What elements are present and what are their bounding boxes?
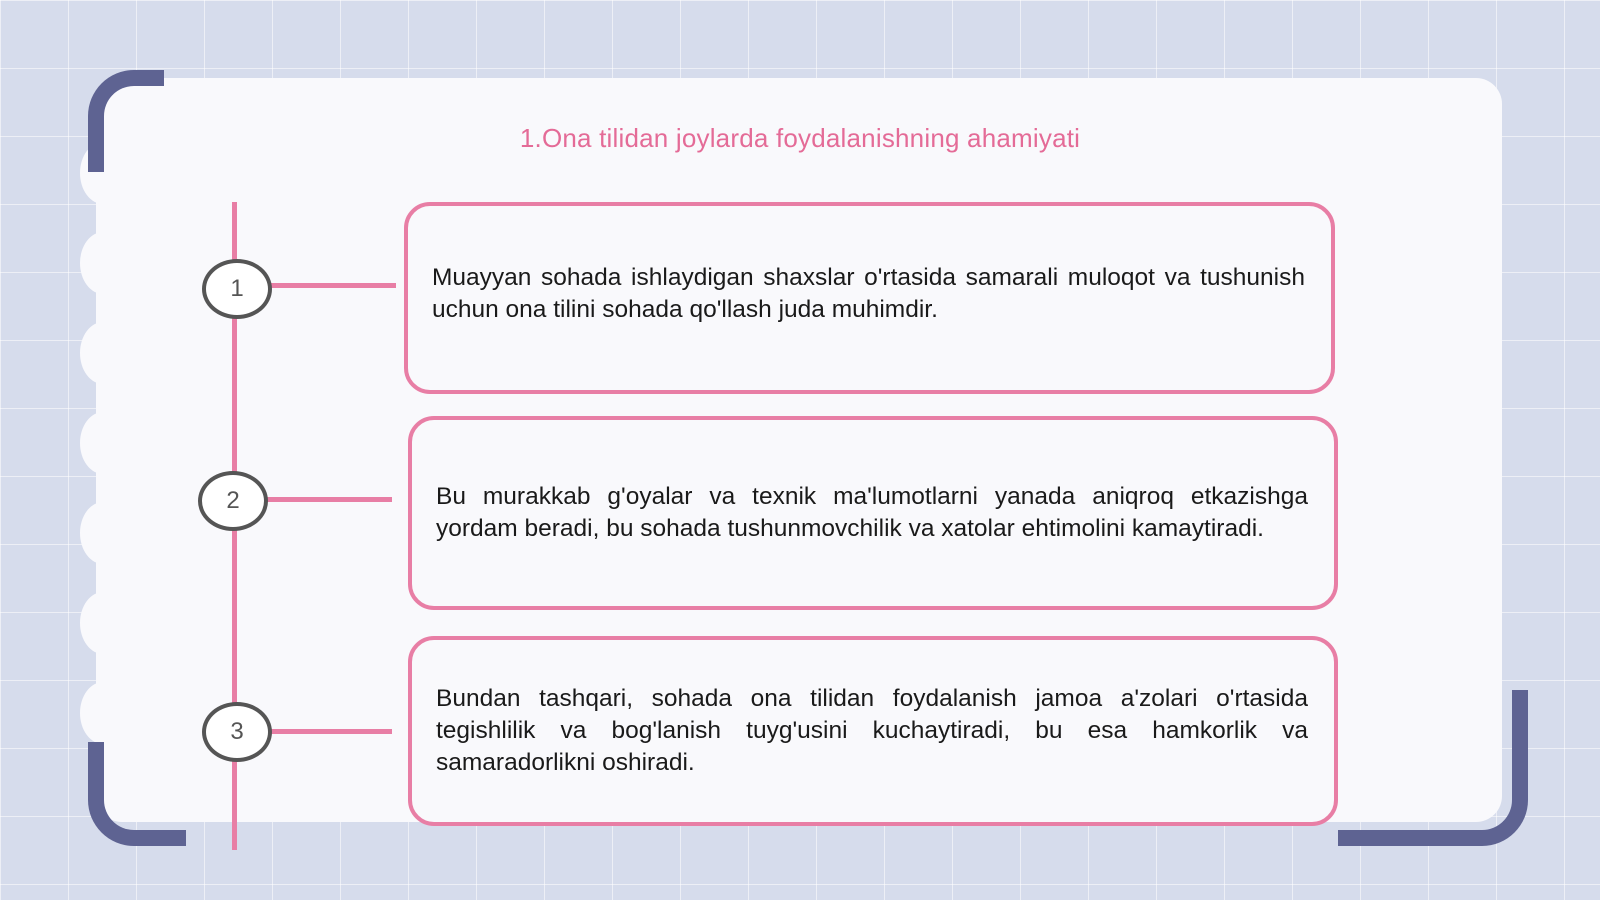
content-text-3: Bundan tashqari, sohada ona tilidan foydalanish jamoa a'zolari o'rtasida tegishlilik va bog'lanish tuyg'usini kuchaytiradi, bu esa hamkorlik va samaradorlikni oshiradi. [436, 685, 1308, 776]
step-number-2: 2 [198, 471, 268, 531]
card-scallop [80, 682, 126, 744]
card-scallop [80, 322, 126, 384]
content-box-1 [404, 202, 1335, 394]
content-box-2 [408, 416, 1338, 610]
step-number-1: 1 [202, 259, 272, 319]
step-number-3: 3 [202, 702, 272, 762]
content-text-1: Muayyan sohada ishlaydigan shaxslar o'rtasida samarali muloqot va tushunish uchun ona tilini sohada qo'llash juda muhimdir. [432, 264, 1305, 323]
slide-title: 1.Ona tilidan joylarda foydalanishning ahamiyati [519, 123, 1081, 153]
content-text-2: Bu murakkab g'oyalar va texnik ma'lumotlarni yanada aniqroq etkazishga yordam beradi, bu sohada tushunmovchilik va xatolar ehtimolini kamaytiradi. [436, 483, 1308, 542]
timeline-connector [266, 729, 392, 734]
card-scallop [80, 592, 126, 654]
card-scallop [80, 412, 126, 474]
corner-bracket-bottom-right [1338, 690, 1528, 846]
corner-bracket-top-left [88, 70, 164, 172]
timeline-connector [266, 283, 396, 288]
corner-bracket-bottom-left [88, 742, 186, 846]
content-box-3 [408, 636, 1338, 826]
timeline-connector [262, 497, 392, 502]
card-scallop [80, 502, 126, 564]
card-scallop [80, 232, 126, 294]
